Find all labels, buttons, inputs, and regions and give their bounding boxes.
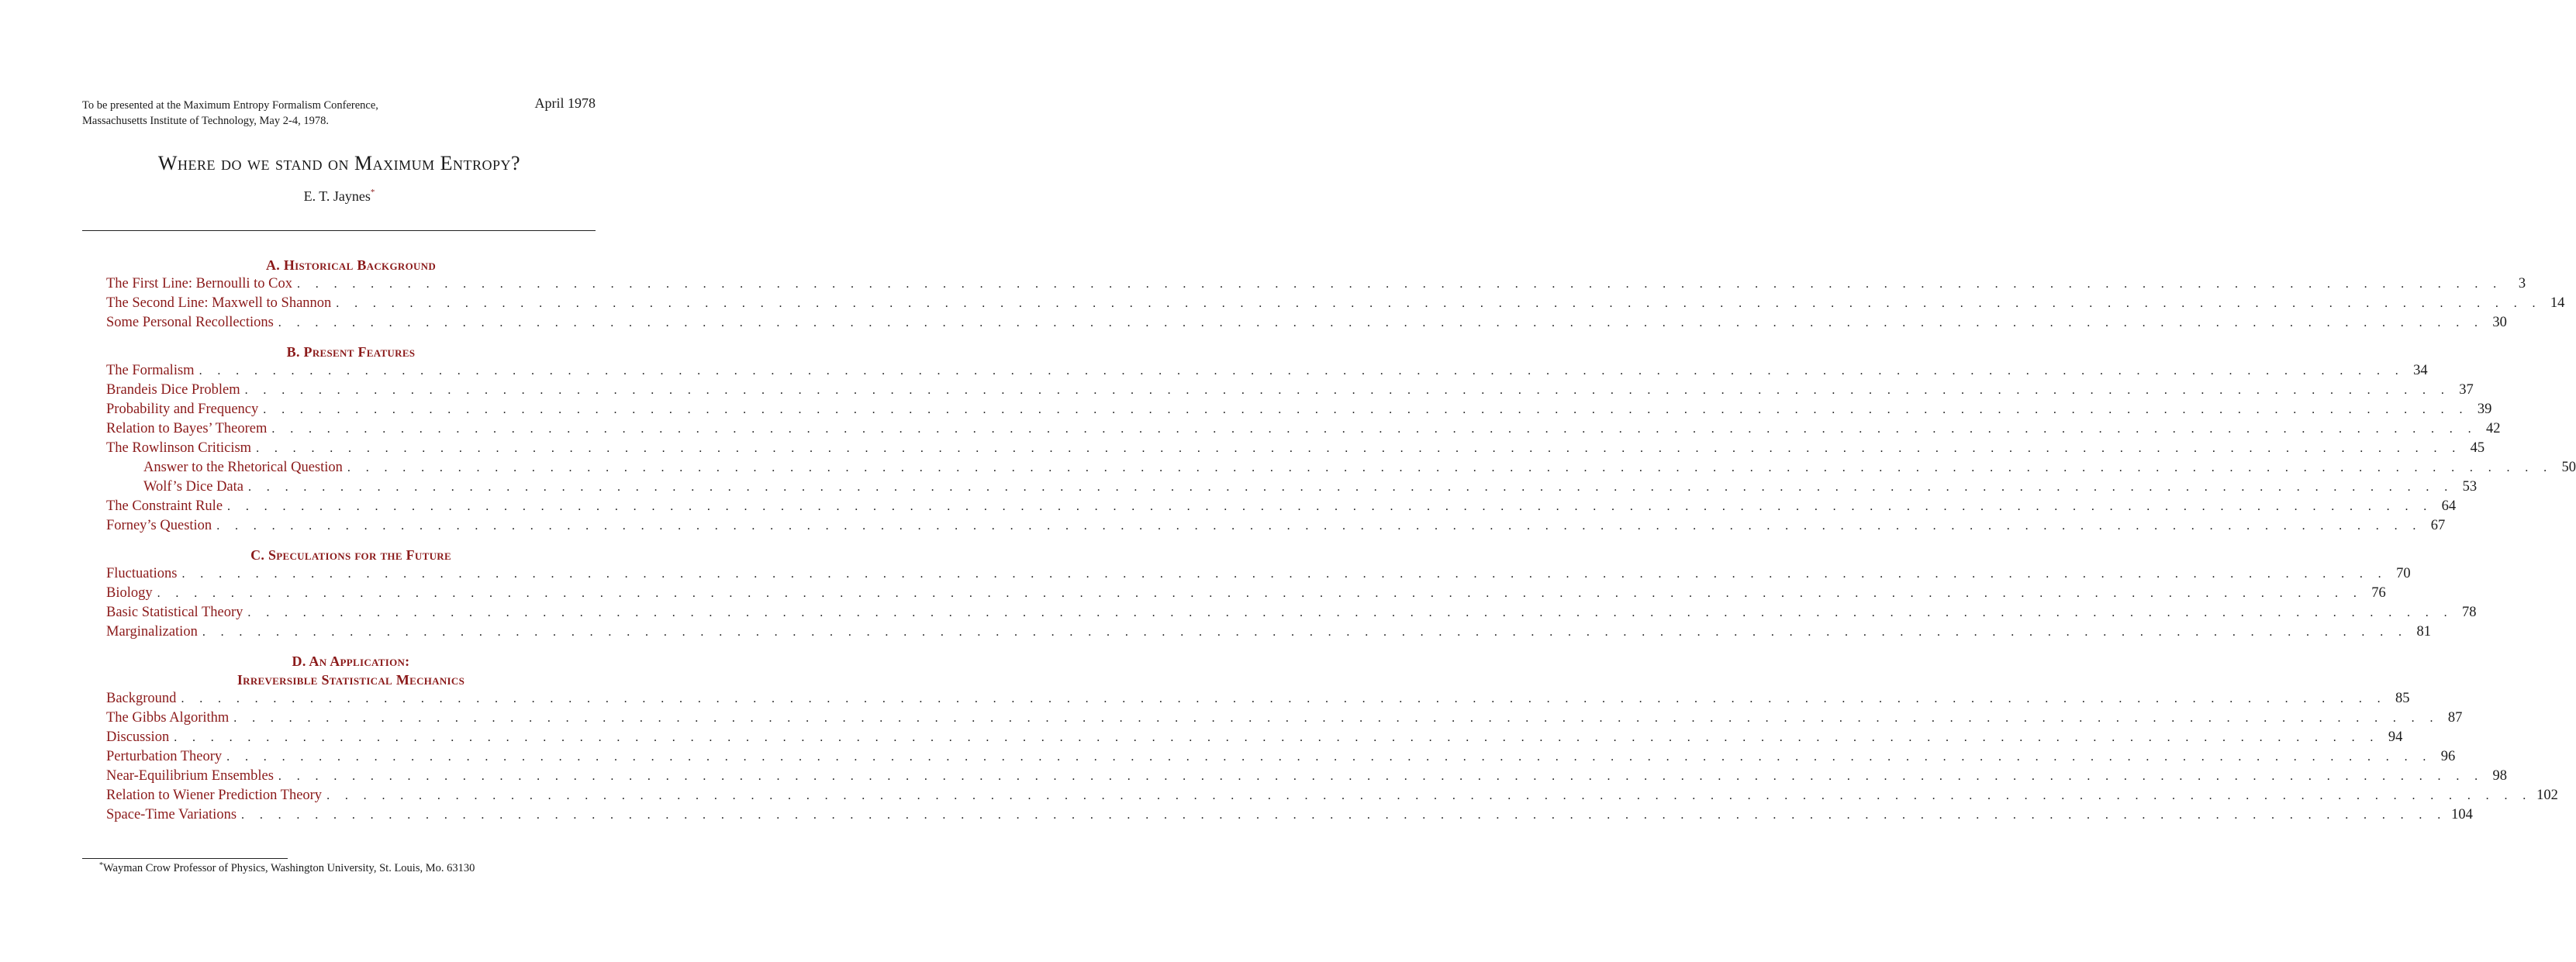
toc-entry-link[interactable]: Relation to Wiener Prediction Theory [106, 788, 323, 803]
toc-page-number: 50 [2561, 460, 2576, 475]
toc-entry-link[interactable]: Perturbation Theory [106, 749, 223, 764]
toc-page-number: 39 [2477, 402, 2492, 417]
toc-entry-link[interactable]: Brandeis Dice Problem [106, 382, 240, 398]
paper-title: Where do we stand on Maximum Entropy? [157, 152, 521, 174]
author-footnote-marker[interactable]: * [370, 188, 375, 197]
table-of-contents [106, 256, 2576, 825]
toc-entry-link[interactable]: Relation to Bayes’ Theorem [106, 421, 268, 436]
dot-leader: . . . . . . . . . . . . . . . . . . . . . . . . . . . . . . . . . . . . . . . . . . . . . . . . . . . . . . . . . . . . . . . . . . . . . . . . . . . . . . . . . . . . . . . . . . . . . . . . . . . . . . . . . . . . . . . . . . . . . . . . [199, 364, 2405, 378]
toc-page-number: 67 [2430, 518, 2446, 533]
author-name: E. T. Jaynes [303, 188, 371, 204]
toc-entry[interactable] [106, 747, 2456, 767]
toc-entry[interactable] [106, 786, 2558, 805]
dot-leader: . . . . . . . . . . . . . . . . . . . . . . . . . . . . . . . . . . . . . . . . . . . . . . . . . . . . . . . . . . . . . . . . . . . . . . . . . . . . . . . . . . . . . . . . . . . . . . . . . . . . . . . . . . . . . . . . . . . . . . . . [244, 384, 2450, 397]
dot-leader: . . . . . . . . . . . . . . . . . . . . . . . . . . . . . . . . . . . . . . . . . . . . . . . . . . . . . . . . . . . . . . . . . . . . . . . . . . . . . . . . . . . . . . . . . . . . . . . . . . . . . . . . . . . . . . . . . . . . . . . . [263, 403, 2469, 416]
toc-page-number: 98 [2492, 768, 2508, 784]
toc-section-heading: B. Present Features [286, 344, 416, 360]
dot-leader: . . . . . . . . . . . . . . . . . . . . . . . . . . . . . . . . . . . . . . . . . . . . . . . . . . . . . . . . . . . . . . . . . . . . . . . . . . . . . . . . . . . . . . . . . . . . . . . . . . . . . . . . . . . . . . . . . . . . . . . . [326, 789, 2533, 802]
toc-page-number: 14 [2550, 295, 2565, 311]
toc-entry-link[interactable]: The Second Line: Maxwell to Shannon [106, 295, 332, 311]
toc-entry-link[interactable]: The Rowlinson Criticism [106, 440, 252, 456]
dot-leader: . . . . . . . . . . . . . . . . . . . . . . . . . . . . . . . . . . . . . . . . . . . . . . . . . . . . . . . . . . . . . . . . . . . . . . . . . . . . . . . . . . . . . . . . . . . . . . . . . . . . . . . . . . . . . . . . . . . . . . . . [226, 750, 2433, 764]
toc-section-heading: A. Historical Background [265, 257, 437, 273]
dot-leader: . . . . . . . . . . . . . . . . . . . . . . . . . . . . . . . . . . . . . . . . . . . . . . . . . . . . . . . . . . . . . . . . . . . . . . . . . . . . . . . . . . . . . . . . . . . . . . . . . . . . . . . . . . . . . . . . . . . . . . . . [296, 278, 2503, 291]
toc-page-number: 45 [2470, 440, 2485, 456]
dot-leader: . . . . . . . . . . . . . . . . . . . . . . . . . . . . . . . . . . . . . . . . . . . . . . . . . . . . . . . . . . . . . . . . . . . . . . . . . . . . . . . . . . . . . . . . . . . . . . . . . . . . . . . . . . . . . . . . . . . . . . . . [336, 297, 2542, 310]
toc-entry-link[interactable]: The Gibbs Algorithm [106, 710, 230, 726]
toc-entry[interactable] [106, 361, 2428, 381]
title-divider [82, 230, 596, 231]
toc-entry-link[interactable]: Probability and Frequency [106, 402, 259, 417]
toc-entry[interactable] [106, 294, 2565, 313]
toc-entry-link[interactable]: Discussion [106, 729, 170, 745]
toc-page-number: 78 [2462, 605, 2477, 620]
toc-entry[interactable] [106, 274, 2526, 294]
toc-entry[interactable] [106, 709, 2463, 728]
toc-entry[interactable] [106, 728, 2403, 747]
toc-entry-link[interactable]: Near-Equilibrium Ensembles [106, 768, 274, 784]
dot-leader: . . . . . . . . . . . . . . . . . . . . . . . . . . . . . . . . . . . . . . . . . . . . . . . . . . . . . . . . . . . . . . . . . . . . . . . . . . . . . . . . . . . . . . . . . . . . . . . . . . . . . . . . . . . . . . . . . . . . . . . . [278, 316, 2484, 329]
toc-entry[interactable] [106, 622, 2431, 642]
toc-entry[interactable] [106, 584, 2386, 603]
toc-section-heading: D. An Application: [292, 653, 410, 669]
toc-entry-link[interactable]: Wolf’s Dice Data [143, 479, 243, 495]
toc-entry-link[interactable]: The Constraint Rule [106, 498, 223, 514]
toc-page-number: 3 [2518, 276, 2526, 291]
toc-page-number: 53 [2462, 479, 2478, 495]
toc-entry[interactable] [106, 497, 2457, 516]
toc-subentry[interactable] [106, 458, 2576, 478]
dot-leader: . . . . . . . . . . . . . . . . . . . . . . . . . . . . . . . . . . . . . . . . . . . . . . . . . . . . . . . . . . . . . . . . . . . . . . . . . . . . . . . . . . . . . . . . . . . . . . . . . . . . . . . . . . . . . . . . . . . . . . . . [241, 809, 2447, 822]
toc-entry-link[interactable]: Background [106, 691, 177, 706]
toc-page-number: 81 [2416, 624, 2431, 640]
dot-leader: . . . . . . . . . . . . . . . . . . . . . . . . . . . . . . . . . . . . . . . . . . . . . . . . . . . . . . . . . . . . . . . . . . . . . . . . . . . . . . . . . . . . . . . . . . . . . . . . . . . . . . . . . . . . . . . . . . . . . . . . [174, 731, 2380, 744]
toc-page-number: 94 [2388, 729, 2403, 745]
toc-page-number: 87 [2447, 710, 2463, 726]
toc-entry-link[interactable]: Some Personal Recollections [106, 315, 274, 330]
toc-entry[interactable] [106, 805, 2473, 825]
footnote-text: Wayman Crow Professor of Physics, Washington University, St. Louis, Mo. 63130 [103, 862, 475, 874]
toc-entry-link[interactable]: Forney’s Question [106, 518, 212, 533]
toc-entry[interactable] [106, 419, 2501, 439]
toc-entry[interactable] [106, 689, 2410, 709]
dot-leader: . . . . . . . . . . . . . . . . . . . . . . . . . . . . . . . . . . . . . . . . . . . . . . . . . . . . . . . . . . . . . . . . . . . . . . . . . . . . . . . . . . . . . . . . . . . . . . . . . . . . . . . . . . . . . . . . . . . . . . . . [247, 606, 2453, 619]
dot-leader: . . . . . . . . . . . . . . . . . . . . . . . . . . . . . . . . . . . . . . . . . . . . . . . . . . . . . . . . . . . . . . . . . . . . . . . . . . . . . . . . . . . . . . . . . . . . . . . . . . . . . . . . . . . . . . . . . . . . . . . . [233, 712, 2440, 725]
toc-entry[interactable] [106, 313, 2507, 333]
footnote-marker: * [99, 861, 103, 870]
dot-leader: . . . . . . . . . . . . . . . . . . . . . . . . . . . . . . . . . . . . . . . . . . . . . . . . . . . . . . . . . . . . . . . . . . . . . . . . . . . . . . . . . . . . . . . . . . . . . . . . . . . . . . . . . . . . . . . . . . . . . . . . [278, 770, 2484, 783]
toc-entry-link[interactable]: The Formalism [106, 363, 195, 378]
dot-leader: . . . . . . . . . . . . . . . . . . . . . . . . . . . . . . . . . . . . . . . . . . . . . . . . . . . . . . . . . . . . . . . . . . . . . . . . . . . . . . . . . . . . . . . . . . . . . . . . . . . . . . . . . . . . . . . . . . . . . . . . [202, 626, 2408, 639]
presentation-note-line-2: Massachusetts Institute of Technology, May 2-4, 1978. [82, 115, 329, 127]
toc-entry-link[interactable]: The First Line: Bernoulli to Cox [106, 276, 292, 291]
toc-page-number: 34 [2413, 363, 2428, 378]
toc-page-number: 104 [2451, 807, 2473, 822]
toc-page-number: 42 [2486, 421, 2501, 436]
dot-leader: . . . . . . . . . . . . . . . . . . . . . . . . . . . . . . . . . . . . . . . . . . . . . . . . . . . . . . . . . . . . . . . . . . . . . . . . . . . . . . . . . . . . . . . . . . . . . . . . . . . . . . . . . . . . . . . . . . . . . . . . [216, 519, 2422, 533]
dot-leader: . . . . . . . . . . . . . . . . . . . . . . . . . . . . . . . . . . . . . . . . . . . . . . . . . . . . . . . . . . . . . . . . . . . . . . . . . . . . . . . . . . . . . . . . . . . . . . . . . . . . . . . . . . . . . . . . . . . . . . . . [181, 567, 2388, 581]
toc-entry-link[interactable]: Answer to the Rhetorical Question [143, 460, 343, 475]
toc-entry-link[interactable]: Basic Statistical Theory [106, 605, 243, 620]
toc-entry[interactable] [106, 381, 2474, 400]
toc-section-heading: C. Speculations for the Future [250, 547, 451, 563]
presentation-note [82, 98, 378, 129]
toc-entry-link[interactable]: Space-Time Variations [106, 807, 237, 822]
presentation-note-line-1: To be presented at the Maximum Entropy Formalism Conference, [82, 99, 378, 112]
toc-section-heading-continued: Irreversible Statistical Mechanics [237, 672, 465, 688]
dot-leader: . . . . . . . . . . . . . . . . . . . . . . . . . . . . . . . . . . . . . . . . . . . . . . . . . . . . . . . . . . . . . . . . . . . . . . . . . . . . . . . . . . . . . . . . . . . . . . . . . . . . . . . . . . . . . . . . . . . . . . . . [181, 692, 2387, 705]
footnote-divider [82, 858, 288, 859]
toc-page-number: 85 [2395, 691, 2410, 706]
toc-entry[interactable] [106, 603, 2477, 622]
toc-entry-link[interactable]: Biology [106, 585, 153, 601]
toc-entry-link[interactable]: Marginalization [106, 624, 198, 640]
dot-leader: . . . . . . . . . . . . . . . . . . . . . . . . . . . . . . . . . . . . . . . . . . . . . . . . . . . . . . . . . . . . . . . . . . . . . . . . . . . . . . . . . . . . . . . . . . . . . . . . . . . . . . . . . . . . . . . . . . . . . . . . [256, 442, 2462, 455]
dot-leader: . . . . . . . . . . . . . . . . . . . . . . . . . . . . . . . . . . . . . . . . . . . . . . . . . . . . . . . . . . . . . . . . . . . . . . . . . . . . . . . . . . . . . . . . . . . . . . . . . . . . . . . . . . . . . . . . . . . . . . . . [271, 422, 2478, 436]
toc-page-number: 76 [2371, 585, 2386, 601]
toc-page-number: 30 [2492, 315, 2507, 330]
dot-leader: . . . . . . . . . . . . . . . . . . . . . . . . . . . . . . . . . . . . . . . . . . . . . . . . . . . . . . . . . . . . . . . . . . . . . . . . . . . . . . . . . . . . . . . . . . . . . . . . . . . . . . . . . . . . . . . . . . . . . . . . [347, 461, 2553, 474]
author-line [0, 188, 679, 205]
footnote [99, 862, 475, 875]
toc-page-number: 96 [2440, 749, 2456, 764]
dot-leader: . . . . . . . . . . . . . . . . . . . . . . . . . . . . . . . . . . . . . . . . . . . . . . . . . . . . . . . . . . . . . . . . . . . . . . . . . . . . . . . . . . . . . . . . . . . . . . . . . . . . . . . . . . . . . . . . . . . . . . . . [227, 500, 2433, 513]
toc-page-number: 64 [2441, 498, 2457, 514]
toc-entry[interactable] [106, 439, 2485, 458]
dot-leader: . . . . . . . . . . . . . . . . . . . . . . . . . . . . . . . . . . . . . . . . . . . . . . . . . . . . . . . . . . . . . . . . . . . . . . . . . . . . . . . . . . . . . . . . . . . . . . . . . . . . . . . . . . . . . . . . . . . . . . . . [157, 587, 2363, 600]
toc-page-number: 70 [2396, 566, 2411, 581]
toc-entry[interactable] [106, 564, 2411, 584]
toc-entry-link[interactable]: Fluctuations [106, 566, 178, 581]
toc-entry[interactable] [106, 400, 2492, 419]
toc-page-number: 102 [2536, 788, 2558, 803]
toc-subentry[interactable] [106, 478, 2478, 497]
paper-date: April 1978 [534, 95, 596, 111]
toc-page-number: 37 [2459, 382, 2474, 398]
toc-entry[interactable] [106, 516, 2446, 536]
dot-leader: . . . . . . . . . . . . . . . . . . . . . . . . . . . . . . . . . . . . . . . . . . . . . . . . . . . . . . . . . . . . . . . . . . . . . . . . . . . . . . . . . . . . . . . . . . . . . . . . . . . . . . . . . . . . . . . . . . . . . . . . [248, 481, 2454, 494]
toc-entry[interactable] [106, 767, 2508, 786]
